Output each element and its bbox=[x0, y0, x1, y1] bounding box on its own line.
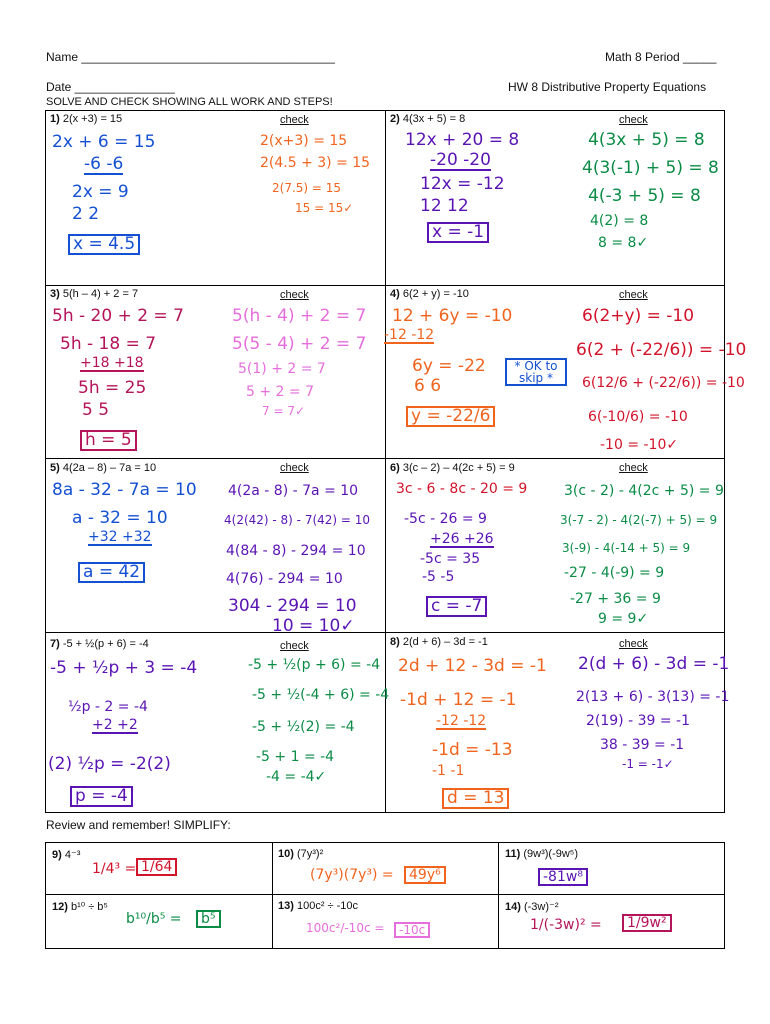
problem-8-check-step: 2(19) - 39 = -1 bbox=[586, 713, 691, 729]
problem-3-statement: 3) 5(h – 4) + 2 = 7 bbox=[50, 288, 139, 300]
review-item-11-answer: -81w⁸ bbox=[538, 868, 588, 886]
problem-1-work-step: -6 -6 bbox=[84, 154, 124, 174]
problem-5-check-step: 4(76) - 294 = 10 bbox=[226, 571, 343, 587]
problem-2-work-step: 12 12 bbox=[420, 196, 469, 216]
problem-8-statement: 8) 2(d + 6) – 3d = -1 bbox=[390, 636, 488, 648]
review-item-14-answer: 1/9w² bbox=[622, 914, 672, 932]
review-grid-col bbox=[272, 842, 273, 949]
problem-5-work-step: 8a - 32 - 7a = 10 bbox=[52, 480, 197, 500]
problem-5-statement: 5) 4(2a – 8) – 7a = 10 bbox=[50, 462, 157, 474]
problem-7-check-label: check bbox=[280, 640, 309, 652]
problem-3-work-step: 5h - 20 + 2 = 7 bbox=[52, 306, 184, 326]
problem-8-work-step: -1d = -13 bbox=[432, 740, 513, 760]
problem-3-check-step: 7 = 7✓ bbox=[262, 404, 306, 418]
problem-7-check-step: -5 + ½(2) = -4 bbox=[252, 719, 355, 735]
problem-8-check-step: 38 - 39 = -1 bbox=[600, 737, 685, 753]
problem-2-check-label: check bbox=[619, 114, 648, 126]
problem-4-check-step: 6(2+y) = -10 bbox=[582, 306, 695, 326]
review-item-13-work: 100c²/-10c = bbox=[306, 921, 385, 935]
problem-4-answer: y = -22/6 bbox=[406, 406, 495, 427]
review-grid-middle bbox=[45, 894, 725, 895]
problem-3-check-step: 5(1) + 2 = 7 bbox=[238, 361, 326, 377]
review-item-9-answer: 1/64 bbox=[136, 858, 177, 876]
problem-6-check-step: 9 = 9✓ bbox=[598, 611, 649, 627]
problem-6-work-step: +26 +26 bbox=[430, 531, 494, 547]
problem-3-check-step: 5(h - 4) + 2 = 7 bbox=[232, 306, 367, 326]
problem-2-check-step: 4(3(-1) + 5) = 8 bbox=[582, 158, 719, 178]
problem-1-check-step: 2(7.5) = 15 bbox=[272, 181, 342, 195]
problem-5-work-step: +32 +32 bbox=[88, 529, 152, 545]
name-field-label: Name ______________________________________ bbox=[46, 50, 335, 64]
review-item-10: 10) (7y³)² bbox=[278, 848, 324, 860]
problem-7-check-step: -4 = -4✓ bbox=[266, 769, 327, 785]
problem-4-check-step: 6(2 + (-22/6)) = -10 bbox=[576, 340, 747, 360]
problem-8-check-label: check bbox=[619, 638, 648, 650]
problem-4-check-label: check bbox=[619, 289, 648, 301]
problem-3-work-step: 5h = 25 bbox=[78, 378, 147, 398]
review-title: Review and remember! SIMPLIFY: bbox=[46, 818, 231, 832]
review-item-14-work: 1/(-3w)² = bbox=[530, 917, 602, 933]
problem-5-check-step: 304 - 294 = 10 bbox=[228, 596, 357, 616]
problem-7-work-step: ½p - 2 = -4 bbox=[68, 699, 148, 715]
problem-1-check-step: 2(x+3) = 15 bbox=[260, 133, 348, 149]
problem-5-check-step: 10 = 10✓ bbox=[272, 616, 355, 636]
problem-7-check-step: -5 + ½(-4 + 6) = -4 bbox=[252, 687, 390, 703]
review-item-11: 11) (9w³)(-9w⁵) bbox=[505, 848, 579, 860]
problem-4-work-step: 12 + 6y = -10 bbox=[392, 306, 513, 326]
problem-6-check-step: 3(-7 - 2) - 4(2(-7) + 5) = 9 bbox=[560, 513, 718, 527]
review-grid-right bbox=[724, 842, 725, 949]
problem-5-check-label: check bbox=[280, 462, 309, 474]
date-field-label: Date _______________ bbox=[46, 80, 175, 94]
problem-1-work-step: 2 2 bbox=[72, 204, 100, 224]
problem-6-statement: 6) 3(c – 2) – 4(2c + 5) = 9 bbox=[390, 462, 515, 474]
review-item-10-answer: 49y⁶ bbox=[404, 866, 446, 884]
problem-6-check-step: 3(c - 2) - 4(2c + 5) = 9 bbox=[564, 483, 724, 499]
problem-2-check-step: 4(-3 + 5) = 8 bbox=[588, 186, 701, 206]
problem-2-check-step: 4(2) = 8 bbox=[590, 213, 649, 229]
problem-2-check-step: 4(3x + 5) = 8 bbox=[588, 130, 705, 150]
problem-8-work-step: 2d + 12 - 3d = -1 bbox=[398, 656, 547, 676]
instructions: SOLVE AND CHECK SHOWING ALL WORK AND STEPS! bbox=[46, 96, 333, 108]
problem-6-check-step: -27 - 4(-9) = 9 bbox=[564, 565, 665, 581]
review-item-9-work: 1/4³ = bbox=[92, 861, 137, 877]
problem-4-work-step: -12 -12 bbox=[384, 327, 435, 343]
problem-6-check-label: check bbox=[619, 462, 648, 474]
problem-1-statement: 1) 2(x +3) = 15 bbox=[50, 113, 123, 125]
problem-2-check-step: 8 = 8✓ bbox=[598, 235, 649, 251]
problem-3-work-step: +18 +18 bbox=[80, 355, 144, 371]
problem-1-check-step: 15 = 15✓ bbox=[295, 201, 354, 215]
problem-2-statement: 2) 4(3x + 5) = 8 bbox=[390, 113, 466, 125]
review-item-13-answer: -10c bbox=[394, 922, 430, 938]
problem-6-work-step: -5c = 35 bbox=[420, 551, 481, 567]
problem-2-work-step: 12x + 20 = 8 bbox=[405, 130, 520, 150]
problem-6-work-step: -5c - 26 = 9 bbox=[404, 511, 487, 527]
problem-7-work-step: (2) ½p = -2(2) bbox=[48, 754, 171, 774]
review-item-12-work: b¹⁰/b⁵ = bbox=[126, 911, 182, 927]
problem-4-check-step: 6(-10/6) = -10 bbox=[588, 409, 688, 425]
problem-8-work-step: -12 -12 bbox=[436, 713, 487, 729]
problem-7-work-step: -5 + ½p + 3 = -4 bbox=[50, 658, 198, 678]
review-item-12-answer: b⁵ bbox=[196, 910, 221, 928]
problem-5-work-step: a - 32 = 10 bbox=[72, 508, 168, 528]
problem-1-check-step: 2(4.5 + 3) = 15 bbox=[260, 155, 371, 171]
problem-6-answer: c = -7 bbox=[426, 596, 487, 617]
problem-8-check-step: -1 = -1✓ bbox=[622, 757, 674, 771]
review-item-14: 14) (-3w)⁻² bbox=[505, 901, 559, 913]
problem-3-answer: h = 5 bbox=[80, 430, 137, 451]
problem-5-check-step: 4(84 - 8) - 294 = 10 bbox=[226, 543, 366, 559]
review-grid-left bbox=[45, 842, 46, 949]
problem-7-answer: p = -4 bbox=[70, 786, 133, 807]
review-item-12: 12) b¹⁰ ÷ b⁵ bbox=[52, 901, 108, 913]
problem-2-work-step: -20 -20 bbox=[430, 150, 491, 170]
problem-7-work-step: +2 +2 bbox=[92, 717, 138, 733]
review-item-13: 13) 100c² ÷ -10c bbox=[278, 900, 359, 912]
problem-2-work-step: 12x = -12 bbox=[420, 174, 505, 194]
problem-6-check-step: 3(-9) - 4(-14 + 5) = 9 bbox=[562, 541, 691, 555]
problem-4-work-step: 6 6 bbox=[414, 376, 442, 396]
problem-6-work-step: 3c - 6 - 8c - 20 = 9 bbox=[396, 481, 528, 497]
problem-3-check-step: 5(5 - 4) + 2 = 7 bbox=[232, 334, 367, 354]
problem-1-work-step: 2x = 9 bbox=[72, 182, 129, 202]
review-item-9: 9) 4⁻³ bbox=[52, 849, 81, 861]
review-grid-col bbox=[498, 842, 499, 949]
review-grid-top bbox=[45, 842, 725, 843]
problem-3-work-step: 5 5 bbox=[82, 400, 110, 420]
problem-6-work-step: -5 -5 bbox=[422, 569, 455, 585]
problem-5-check-step: 4(2(42) - 8) - 7(42) = 10 bbox=[224, 513, 371, 527]
problem-3-check-label: check bbox=[280, 289, 309, 301]
problem-2-answer: x = -1 bbox=[427, 222, 489, 243]
problem-8-work-step: -1 -1 bbox=[432, 763, 465, 779]
problem-1-work-step: 2x + 6 = 15 bbox=[52, 132, 156, 152]
homework-title: HW 8 Distributive Property Equations bbox=[508, 80, 707, 94]
review-grid-bottom bbox=[45, 948, 725, 949]
problem-4-skip-note: * OK to skip * bbox=[505, 358, 567, 386]
grid-right bbox=[724, 110, 725, 813]
problem-1-answer: x = 4.5 bbox=[68, 234, 140, 255]
grid-left bbox=[45, 110, 46, 813]
problem-7-check-step: -5 + ½(p + 6) = -4 bbox=[248, 657, 381, 673]
problem-5-answer: a = 42 bbox=[78, 562, 145, 583]
problem-7-check-step: -5 + 1 = -4 bbox=[256, 749, 335, 765]
problem-4-check-step: -10 = -10✓ bbox=[600, 437, 679, 453]
problem-1-check-label: check bbox=[280, 114, 309, 126]
problem-3-work-step: 5h - 18 = 7 bbox=[60, 334, 157, 354]
review-item-10-work: (7y³)(7y³) = bbox=[310, 867, 394, 883]
class-period-label: Math 8 Period _____ bbox=[605, 50, 717, 64]
problem-8-work-step: -1d + 12 = -1 bbox=[400, 690, 517, 710]
problem-4-check-step: 6(12/6 + (-22/6)) = -10 bbox=[582, 375, 745, 391]
problem-4-work-step: 6y = -22 bbox=[412, 356, 486, 376]
grid-middle bbox=[385, 110, 386, 813]
problem-4-statement: 4) 6(2 + y) = -10 bbox=[390, 288, 469, 300]
problem-3-check-step: 5 + 2 = 7 bbox=[246, 384, 314, 400]
problem-8-check-step: 2(13 + 6) - 3(13) = -1 bbox=[576, 689, 730, 705]
problem-7-statement: 7) -5 + ½(p + 6) = -4 bbox=[50, 638, 149, 650]
problem-5-check-step: 4(2a - 8) - 7a = 10 bbox=[228, 483, 359, 499]
problem-8-answer: d = 13 bbox=[442, 788, 509, 809]
problem-6-check-step: -27 + 36 = 9 bbox=[570, 591, 661, 607]
problem-8-check-step: 2(d + 6) - 3d = -1 bbox=[578, 654, 730, 674]
